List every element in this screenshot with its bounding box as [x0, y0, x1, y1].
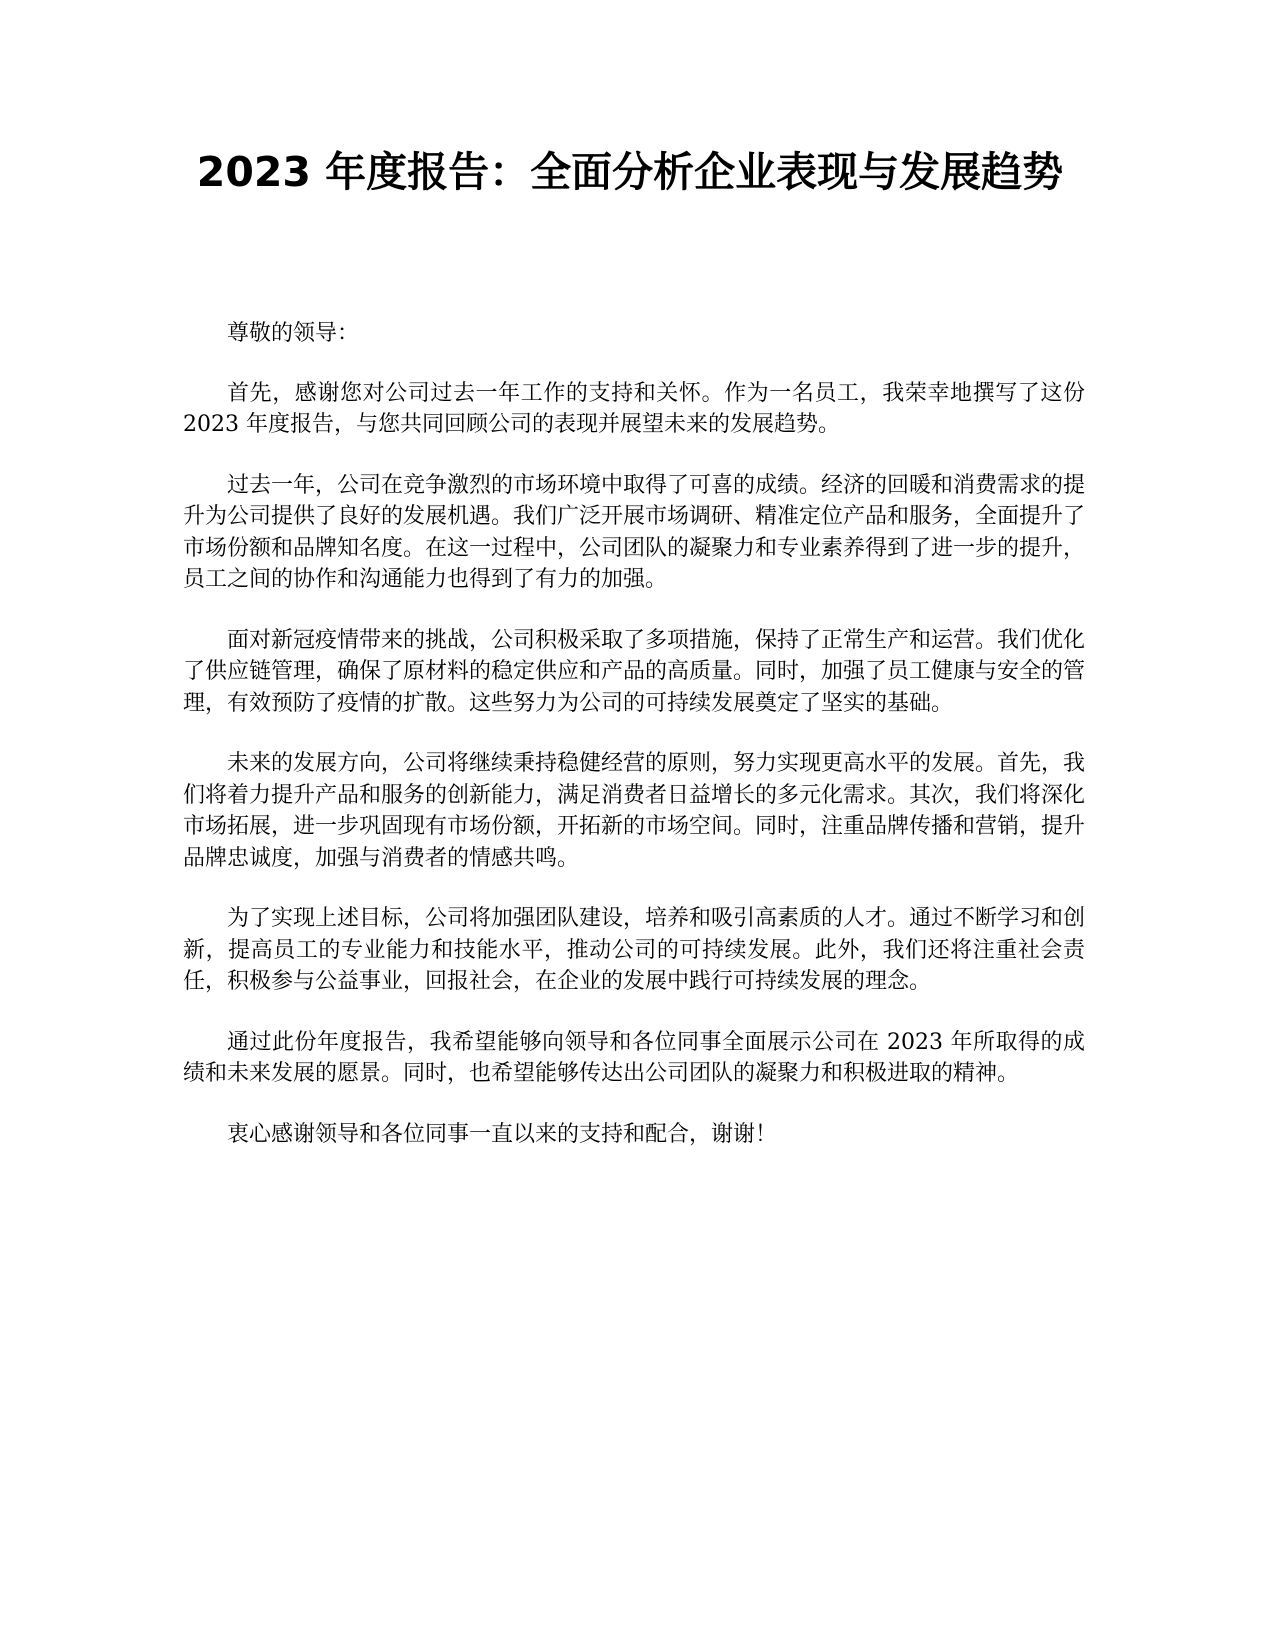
- paragraph-intro: 首先，感谢您对公司过去一年工作的支持和关怀。作为一名员工，我荣幸地撰写了这份 2023 年度报告，与您共同回顾公司的表现并展望未来的发展趋势。: [183, 380, 1085, 437]
- paragraph-past-year: 过去一年，公司在竞争激烈的市场环境中取得了可喜的成绩。经济的回暖和消费需求的提升为公司提供了良好的发展机遇。我们广泛开展市场调研、精准定位产品和服务，全面提升了市场份额和品牌知名度。在这一过程中，公司团队的凝聚力和专业素养得到了进一步的提升，员工之间的协作和沟通能力也得到了有力的加强。: [183, 472, 1086, 592]
- paragraph-future-direction: 未来的发展方向，公司将继续秉持稳健经营的原则，努力实现更高水平的发展。首先，我们将着力提升产品和服务的创新能力，满足消费者日益增长的多元化需求。其次，我们将深化市场拓展，进一步巩固现有市场份额，开拓新的市场空间。同时，注重品牌传播和营销，提升品牌忠诚度，加强与消费者的情感共鸣。: [183, 751, 1086, 871]
- paragraph-team-building: 为了实现上述目标，公司将加强团队建设，培养和吸引高素质的人才。通过不断学习和创新，提高员工的专业能力和技能水平，推动公司的可持续发展。此外，我们还将注重社会责任，积极参与公益事业，回报社会，在企业的发展中践行可持续发展的理念。: [183, 906, 1086, 994]
- salutation: 尊敬的领导：: [227, 321, 360, 346]
- document-title: 2023 年度报告：全面分析企业表现与发展趋势: [196, 148, 1064, 196]
- document-body: [183, 318, 1085, 1179]
- paragraph-summary: 通过此份年度报告，我希望能够向领导和各位同事全面展示公司在 2023 年所取得的成绩和未来发展的愿景。同时，也希望能够传达出公司团队的凝聚力和积极进取的精神。: [183, 1029, 1085, 1086]
- paragraph-pandemic: 面对新冠疫情带来的挑战，公司积极采取了多项措施，保持了正常生产和运营。我们优化了供应链管理，确保了原材料的稳定供应和产品的高质量。同时，加强了员工健康与安全的管理，有效预防了疫情的扩散。这些努力为公司的可持续发展奠定了坚实的基础。: [183, 627, 1086, 716]
- paragraph-closing: 衷心感谢领导和各位同事一直以来的支持和配合，谢谢！: [227, 1121, 778, 1147]
